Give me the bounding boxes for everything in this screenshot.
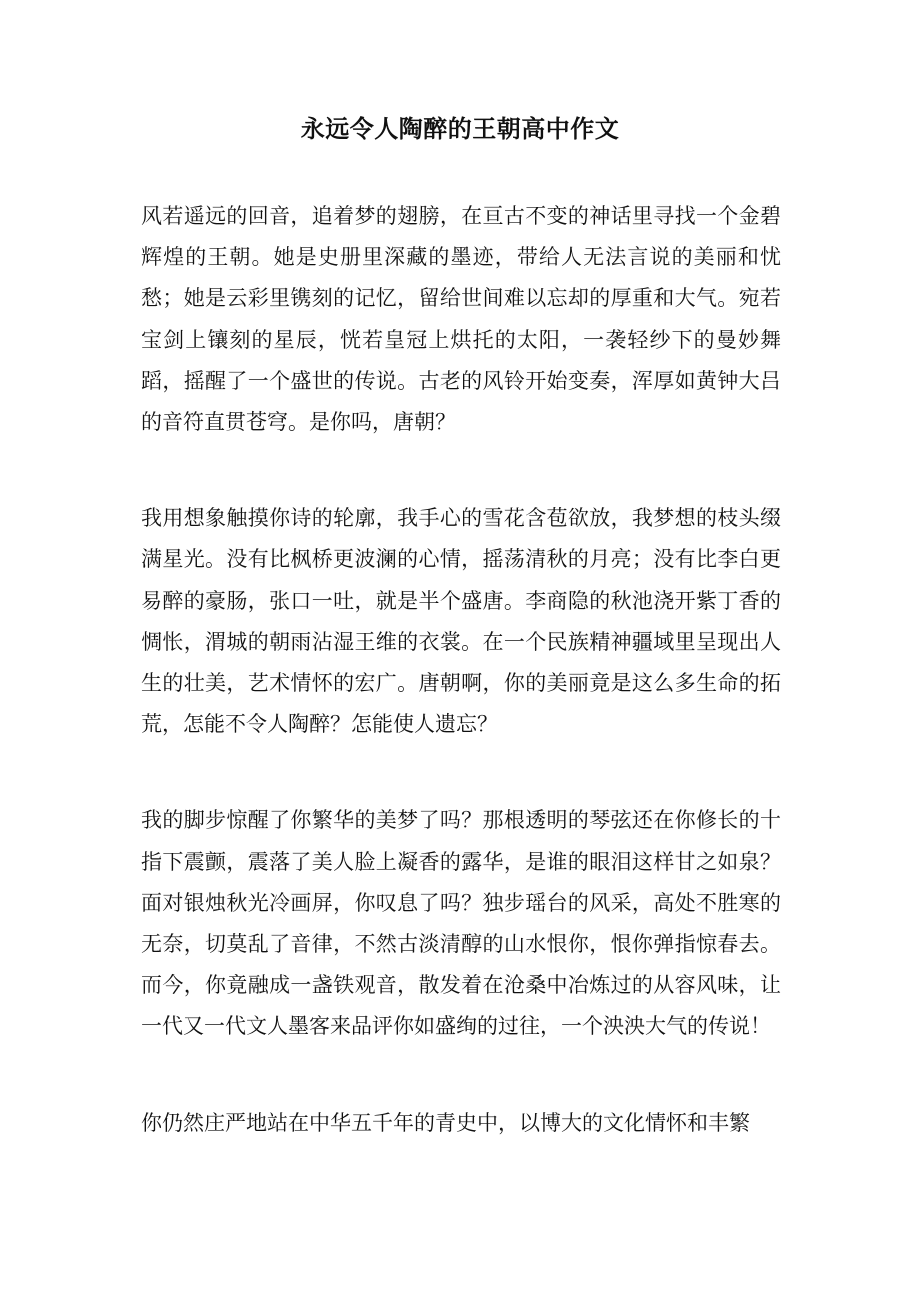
paragraph-2: 我用想象触摸你诗的轮廓，我手心的雪花含苞欲放，我梦想的枝头缀满星光。没有比枫桥更波澜的心情，摇荡清秋的月亮；没有比李白更易醉的豪肠，张口一吐，就是半个盛唐。李商隐的秋池浇开紫丁香的惆怅，渭城的朝雨沾湿王维的衣裳。在一个民族精神疆域里呈现出人生的壮美，艺术情怀的宏广。唐朝啊，你的美丽竟是这么多生命的拓荒，怎能不令人陶醉？怎能使人遗忘？ — [141, 506, 781, 737]
paragraph-4: 你仍然庄严地站在中华五千年的青史中，以博大的文化情怀和丰繁 — [141, 1110, 750, 1135]
paragraph-1: 风若遥远的回音，追着梦的翅膀，在亘古不变的神话里寻找一个金碧辉煌的王朝。她是史册里深藏的墨迹，带给人无法言说的美丽和忧愁；她是云彩里镌刻的记忆，留给世间难以忘却的厚重和大气。宛若宝剑上镶刻的星辰，恍若皇冠上烘托的太阳，一袭轻纱下的曼妙舞蹈，摇醒了一个盛世的传说。古老的风铃开始变奏，浑厚如黄钟大吕的音符直贯苍穹。是你吗，唐朝？ — [141, 204, 781, 435]
document-body — [141, 196, 781, 1199]
document-title: 永远令人陶醉的王朝高中作文 — [300, 114, 620, 143]
paragraph-3: 我的脚步惊醒了你繁华的美梦了吗？那根透明的琴弦还在你修长的十指下震颤，震落了美人脸上凝香的露华，是谁的眼泪这样甘之如泉？面对银烛秋光冷画屏，你叹息了吗？独步瑶台的风采，高处不胜寒的无奈，切莫乱了音律，不然古淡清醇的山水恨你，恨你弹指惊春去。而今，你竟融成一盏铁观音，散发着在沧桑中冶炼过的从容风味，让一代又一代文人墨客来品评你如盛绚的过往，一个泱泱大气的传说！ — [141, 808, 781, 1039]
